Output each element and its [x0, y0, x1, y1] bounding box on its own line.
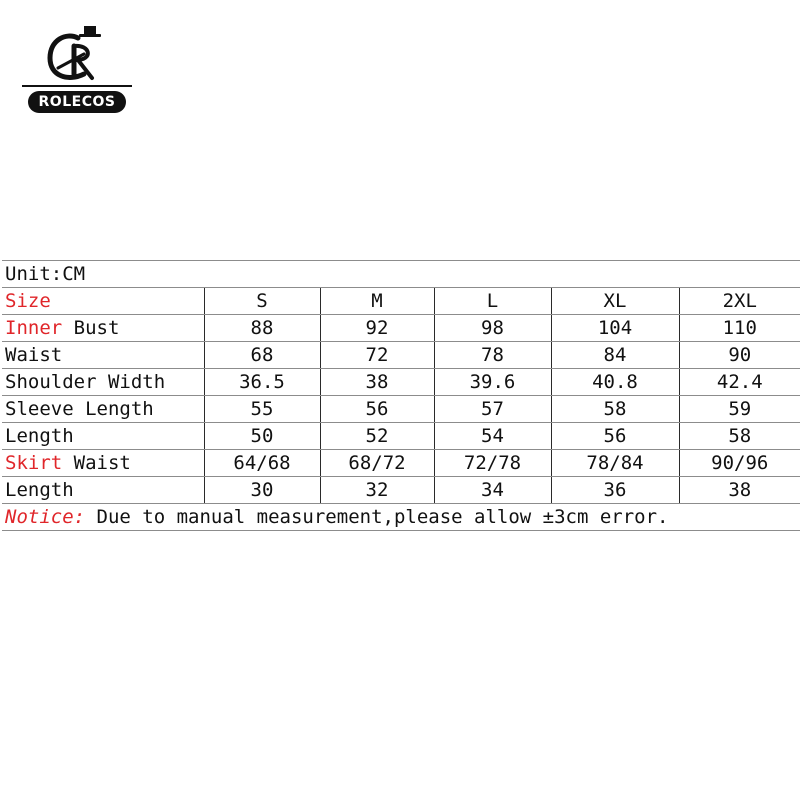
measurement-name: Waist [73, 452, 131, 474]
measurement-value: 68 [204, 342, 320, 369]
measurement-value: 54 [434, 423, 551, 450]
measurement-label [2, 315, 204, 342]
notice-label: Notice: [5, 506, 86, 528]
measurement-value: 72/78 [434, 450, 551, 477]
measurement-row [2, 342, 800, 369]
measurement-label [2, 450, 204, 477]
measurement-value: 59 [679, 396, 800, 423]
measurement-value: 84 [551, 342, 679, 369]
size-header-cell: L [434, 288, 551, 315]
brand-name: ROLECOS [28, 91, 126, 113]
measurement-name: Bust [73, 317, 120, 339]
measurement-value: 50 [204, 423, 320, 450]
measurement-value: 68/72 [320, 450, 434, 477]
measurement-value: 104 [551, 315, 679, 342]
measurement-value: 36.5 [204, 369, 320, 396]
size-chart-table [2, 260, 800, 531]
size-header-row [2, 288, 800, 315]
size-header-cell: XL [551, 288, 679, 315]
measurement-row [2, 315, 800, 342]
measurement-value: 38 [679, 477, 800, 504]
unit-row [2, 261, 800, 288]
measurement-label [2, 369, 204, 396]
size-header-cell: 2XL [679, 288, 800, 315]
notice-row [2, 504, 800, 531]
measurement-value: 110 [679, 315, 800, 342]
measurement-value: 64/68 [204, 450, 320, 477]
measurement-value: 56 [320, 396, 434, 423]
brand-logo [22, 24, 132, 116]
measurement-name: Length [5, 479, 74, 501]
measurement-row [2, 396, 800, 423]
notice-text: Due to manual measurement,please allow ±3cm error. [96, 506, 669, 528]
measurement-label [2, 423, 204, 450]
measurement-value: 90 [679, 342, 800, 369]
measurement-row [2, 423, 800, 450]
measurement-value: 38 [320, 369, 434, 396]
measurement-value: 88 [204, 315, 320, 342]
measurement-rows [2, 315, 800, 504]
monogram-icon [44, 24, 110, 84]
measurement-name: Sleeve Length [5, 398, 154, 420]
measurement-value: 72 [320, 342, 434, 369]
garment-part-label: Inner [5, 317, 63, 339]
measurement-row [2, 477, 800, 504]
measurement-value: 56 [551, 423, 679, 450]
measurement-value: 32 [320, 477, 434, 504]
measurement-label [2, 342, 204, 369]
measurement-value: 55 [204, 396, 320, 423]
measurement-value: 78/84 [551, 450, 679, 477]
measurement-value: 90/96 [679, 450, 800, 477]
size-header-cell: M [320, 288, 434, 315]
size-header-label: Size [2, 288, 204, 315]
measurement-label [2, 477, 204, 504]
measurement-value: 42.4 [679, 369, 800, 396]
measurement-value: 58 [551, 396, 679, 423]
measurement-label [2, 396, 204, 423]
garment-part-label: Skirt [5, 452, 63, 474]
measurement-name: Length [5, 425, 74, 447]
measurement-value: 92 [320, 315, 434, 342]
measurement-value: 58 [679, 423, 800, 450]
measurement-value: 34 [434, 477, 551, 504]
measurement-value: 57 [434, 396, 551, 423]
measurement-value: 40.8 [551, 369, 679, 396]
measurement-name: Waist [5, 344, 63, 366]
measurement-value: 78 [434, 342, 551, 369]
measurement-value: 36 [551, 477, 679, 504]
unit-label: Unit:CM [2, 261, 800, 288]
notice-cell [2, 504, 800, 531]
measurement-value: 52 [320, 423, 434, 450]
measurement-value: 39.6 [434, 369, 551, 396]
measurement-value: 30 [204, 477, 320, 504]
measurement-row [2, 450, 800, 477]
logo-divider [22, 85, 132, 87]
size-header-cell: S [204, 288, 320, 315]
measurement-row [2, 369, 800, 396]
measurement-value: 98 [434, 315, 551, 342]
measurement-name: Shoulder Width [5, 371, 166, 393]
